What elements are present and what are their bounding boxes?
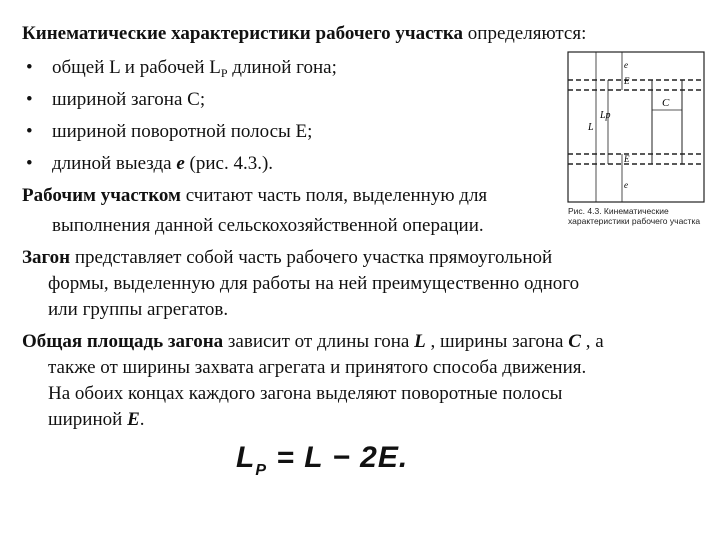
- bullet-marker: •: [26, 121, 33, 142]
- formula-lhs: L: [236, 441, 256, 474]
- para-text: , а: [580, 331, 604, 352]
- heading-bold: Кинематические характеристики рабочего участка: [22, 23, 464, 44]
- bullet-turn-strip: шириной поворотной полосы Е;: [52, 121, 313, 142]
- figure-caption: Рис. 4.3. Кинематические характеристики рабочего участка: [568, 206, 701, 226]
- para-working-area-line1: [22, 184, 487, 208]
- subscript: P: [220, 66, 228, 80]
- label-Lp: Lp: [600, 110, 611, 121]
- bullet-total-length: [52, 56, 337, 85]
- term: Рабочим участком: [22, 185, 181, 206]
- para-text: представляет собой часть рабочего участка прямоугольной: [70, 247, 553, 268]
- bullet-pen-width: шириной загона С;: [52, 89, 206, 110]
- para-text: .: [139, 409, 145, 430]
- para-working-area-line2: выполнения данной сельскохозяйственной операции.: [52, 215, 484, 236]
- para-area-line1: [22, 330, 604, 354]
- para-pen-line3: или группы агрегатов.: [48, 299, 229, 320]
- bullet-text: длиной выезда: [52, 153, 177, 174]
- label-c: C: [662, 97, 670, 109]
- field-diagram: [566, 50, 706, 208]
- label-E-top: E: [624, 76, 630, 86]
- bullet-marker: •: [26, 89, 33, 110]
- para-area-line3: На обоих концах каждого загона выделяют поворотные полосы: [48, 383, 563, 404]
- bullet-exit-length: [52, 152, 273, 176]
- term: Загон: [22, 247, 71, 268]
- label-L: L: [588, 122, 594, 133]
- label-E-bottom: E: [624, 154, 630, 164]
- formula-rhs: = L − 2E.: [267, 441, 409, 474]
- formula-sub: P: [255, 462, 267, 479]
- para-text: , ширины загона: [425, 331, 569, 352]
- var-L: L: [414, 331, 426, 352]
- heading: [22, 22, 586, 46]
- para-pen-line1: [22, 246, 552, 270]
- label-e-bottom: e: [624, 180, 628, 190]
- bullet-marker: •: [26, 57, 33, 78]
- bullet-text: (рис. 4.3.).: [184, 153, 274, 174]
- bullet-marker: •: [26, 153, 33, 174]
- var-E: Е: [127, 409, 140, 430]
- para-text: считают часть поля, выделенную для: [180, 185, 488, 206]
- para-text: зависит от длины гона: [223, 331, 415, 352]
- bullet-text: длиной гона;: [227, 57, 337, 78]
- para-area-line2: также от ширины захвата агрегата и принятого способа движения.: [48, 357, 587, 378]
- para-area-line4: [48, 408, 145, 432]
- formula: [236, 441, 408, 480]
- heading-rest: определяются:: [463, 23, 587, 44]
- label-e-top: e: [624, 60, 628, 70]
- para-pen-line2: формы, выделенную для работы на ней преимущественно одного: [48, 273, 580, 294]
- var-C: С: [568, 331, 581, 352]
- para-text: шириной: [48, 409, 128, 430]
- bullet-em: е: [176, 153, 185, 174]
- bullet-text: общей L и рабочей L: [52, 57, 221, 78]
- term: Общая площадь загона: [22, 331, 224, 352]
